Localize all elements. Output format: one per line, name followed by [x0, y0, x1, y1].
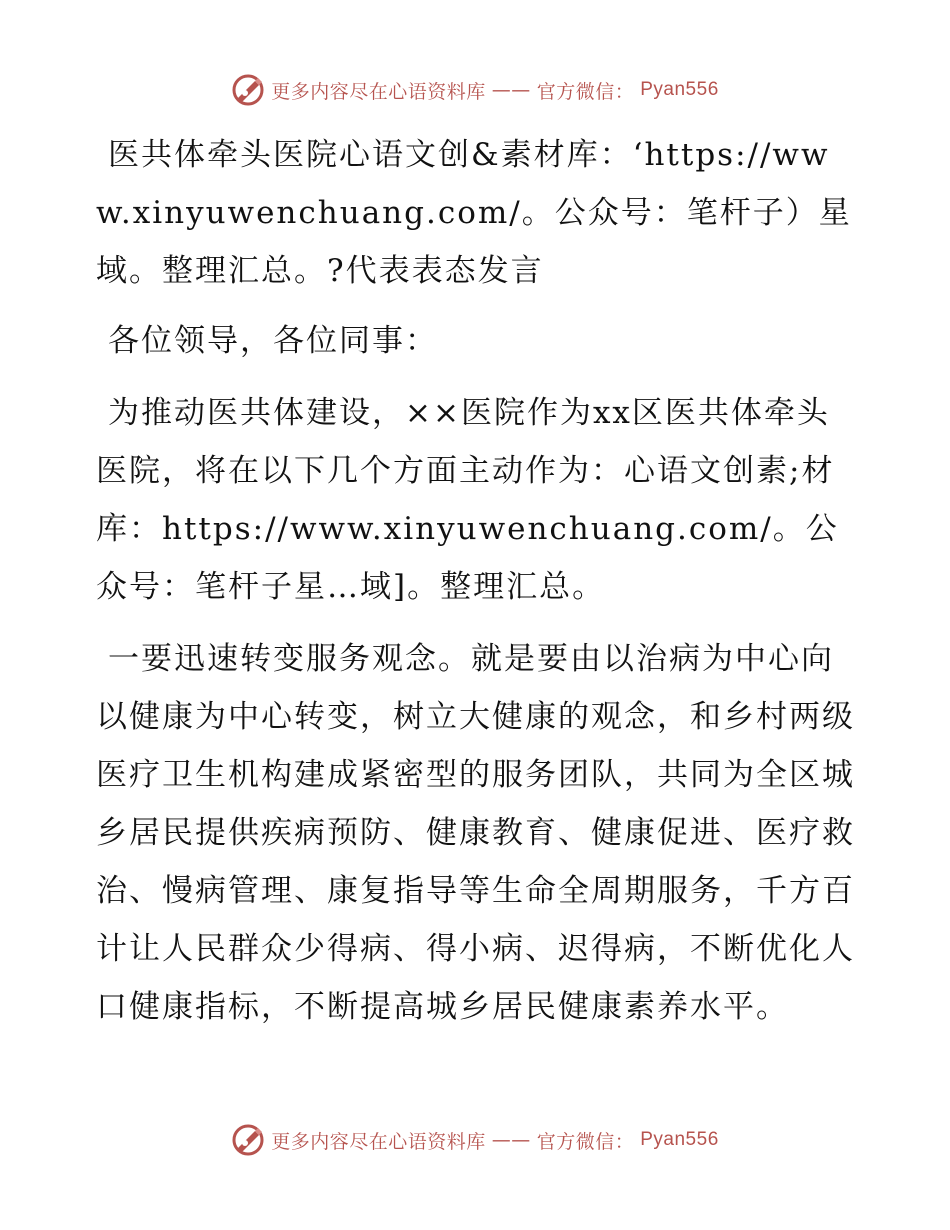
- banner-slogan: 更多内容尽在心语资料库: [271, 1130, 486, 1153]
- header-banner: [0, 68, 950, 112]
- banner-wechat-label: 官方微信：: [536, 1130, 635, 1153]
- paragraph-intro: 为推动医共体建设，××医院作为xx区医共体牵头医院，将在以下几个方面主动作为：心语文创素;材库：https://www.xinyuwenchuang.com/。公众号：笔杆子星…域]。整理汇总。: [96, 395, 839, 605]
- banner-wechat-label: 官方微信：: [536, 80, 635, 103]
- footer-banner: [0, 1118, 950, 1162]
- banner-dash: ——: [491, 1129, 531, 1151]
- paragraph-point-one: 一要迅速转变服务观念。就是要由以治病为中心向以健康为中心转变，树立大健康的观念，和乡村两级医疗卫生机构建成紧密型的服务团队，共同为全区城乡居民提供疾病预防、健康教育、健康促进、医疗救治、慢病管理、康复指导等生命全周期服务，千方百计让人民群众少得病、得小病、迟得病，不断优化人口健康指标，不断提高城乡居民健康素养水平。: [96, 641, 855, 1025]
- banner-slogan: 更多内容尽在心语资料库: [271, 80, 486, 103]
- pen-logo-icon: [231, 73, 265, 107]
- banner-wechat-id: Pyan556: [640, 1129, 719, 1150]
- header-banner-inner: [231, 73, 719, 107]
- document-body: [96, 126, 856, 1036]
- paragraph-title: 医共体牵头医院心语文创&素材库：‘https://www.xinyuwenchuang.com/。公众号：笔杆子）星域。整理汇总。?代表表态发言: [96, 137, 852, 289]
- paragraph-salutation: 各位领导，各位同事：: [108, 323, 438, 359]
- pen-logo-icon: [231, 1123, 265, 1157]
- footer-banner-inner: [231, 1123, 719, 1157]
- banner-wechat-id: Pyan556: [640, 79, 719, 100]
- banner-dash: ——: [491, 79, 531, 101]
